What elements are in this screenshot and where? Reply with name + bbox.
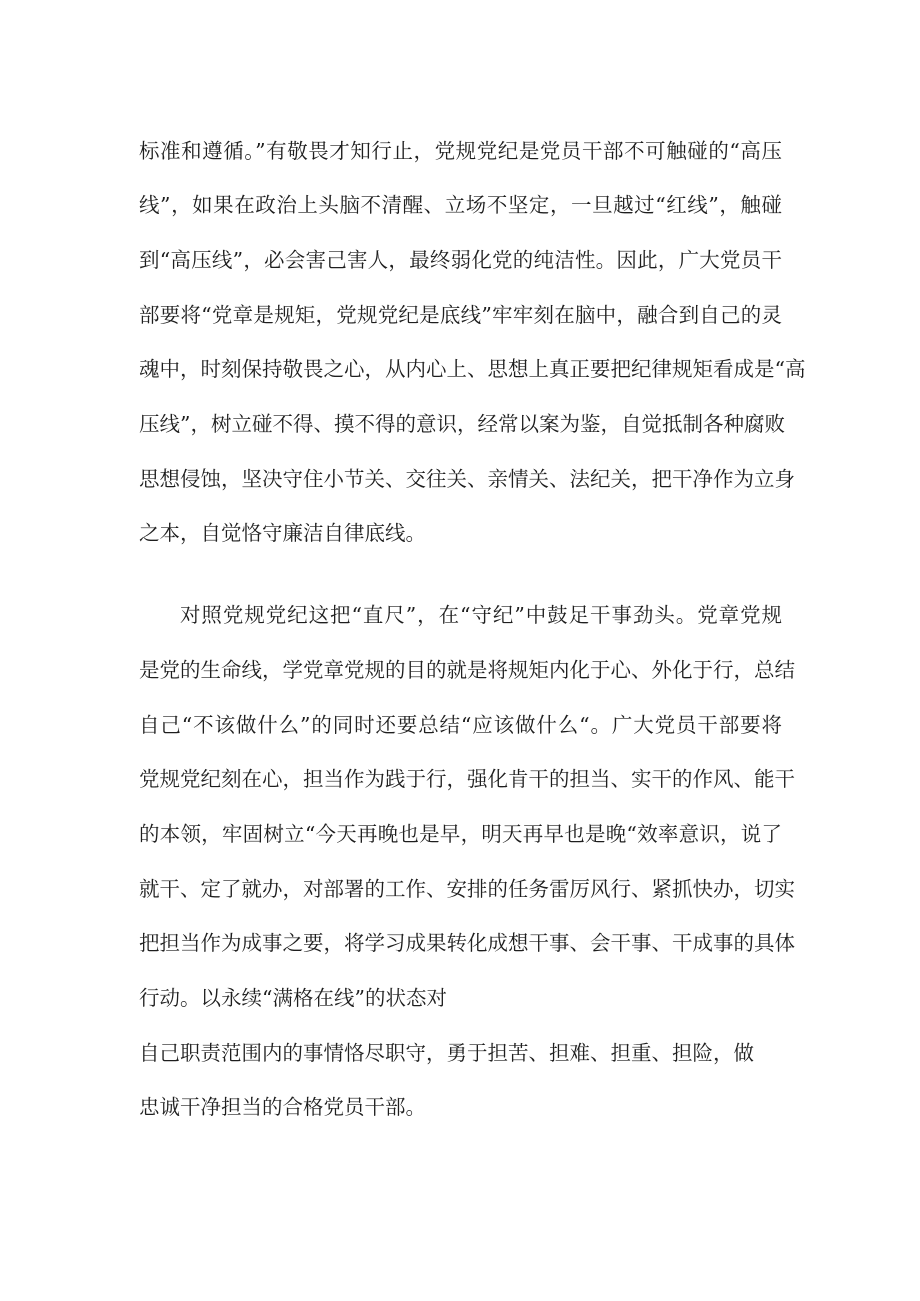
paragraph-2-line-5: 的本领，牢固树立“今天再晚也是早，明天再早也是晚“效率意识，说了	[139, 822, 782, 846]
paragraph-1-line-6: 压线”，树立碰不得、摸不得的意识，经常以案为鉴，自觉抵制各种腐败	[139, 412, 785, 436]
paragraph-3-line-1: 自己职责范围内的事情恪尽职守，勇于担苦、担难、担重、担险，做	[139, 1041, 754, 1065]
paragraph-2-line-8: 行动。以永续“满格在线”的状态对	[139, 986, 447, 1010]
paragraph-1-line-8: 之本，自觉恪守廉洁自律底线。	[139, 521, 426, 545]
paragraph-2-line-4: 党规党纪刻在心，担当作为践于行，强化肯干的担当、实干的作风、能干	[139, 767, 795, 791]
paragraph-2-line-7: 把担当作为成事之要，将学习成果转化成想干事、会干事、干成事的具体	[139, 931, 795, 955]
paragraph-1-line-5: 魂中，时刻保持敬畏之心，从内心上、思想上真正要把纪律规矩看成是“高	[139, 357, 806, 381]
paragraph-1-line-1: 标准和遵循。”有敬畏才知行止，党规党纪是党员干部不可触碰的“高压	[139, 139, 782, 163]
paragraph-1-line-3: 到“高压线”，必会害己害人，最终弱化党的纯洁性。因此，广大党员干	[139, 248, 782, 272]
paragraph-2-line-1: 对照党规党纪这把“直尺”，在“守纪”中鼓足干事劲头。党章党规	[180, 603, 782, 627]
paragraph-3-line-2: 忠诚干净担当的合格党员干部。	[139, 1095, 426, 1119]
paragraph-2-line-3: 自己“不该做什么”的同时还要总结“应该做什么“。广大党员干部要将	[139, 713, 782, 737]
paragraph-2-line-2: 是党的生命线，学党章党规的目的就是将规矩内化于心、外化于行，总结	[139, 658, 795, 682]
paragraph-1-line-4: 部要将“党章是规矩，党规党纪是底线”牢牢刻在脑中，融合到自己的灵	[139, 303, 782, 327]
paragraph-2-line-6: 就干、定了就办，对部署的工作、安排的任务雷厉风行、紧抓快办，切实	[139, 877, 795, 901]
paragraph-1-line-2: 线”，如果在政治上头脑不清醒、立场不坚定，一旦越过“红线”，触碰	[139, 193, 782, 217]
paragraph-1-line-7: 思想侵蚀，坚决守住小节关、交往关、亲情关、法纪关，把干净作为立身	[139, 467, 795, 491]
